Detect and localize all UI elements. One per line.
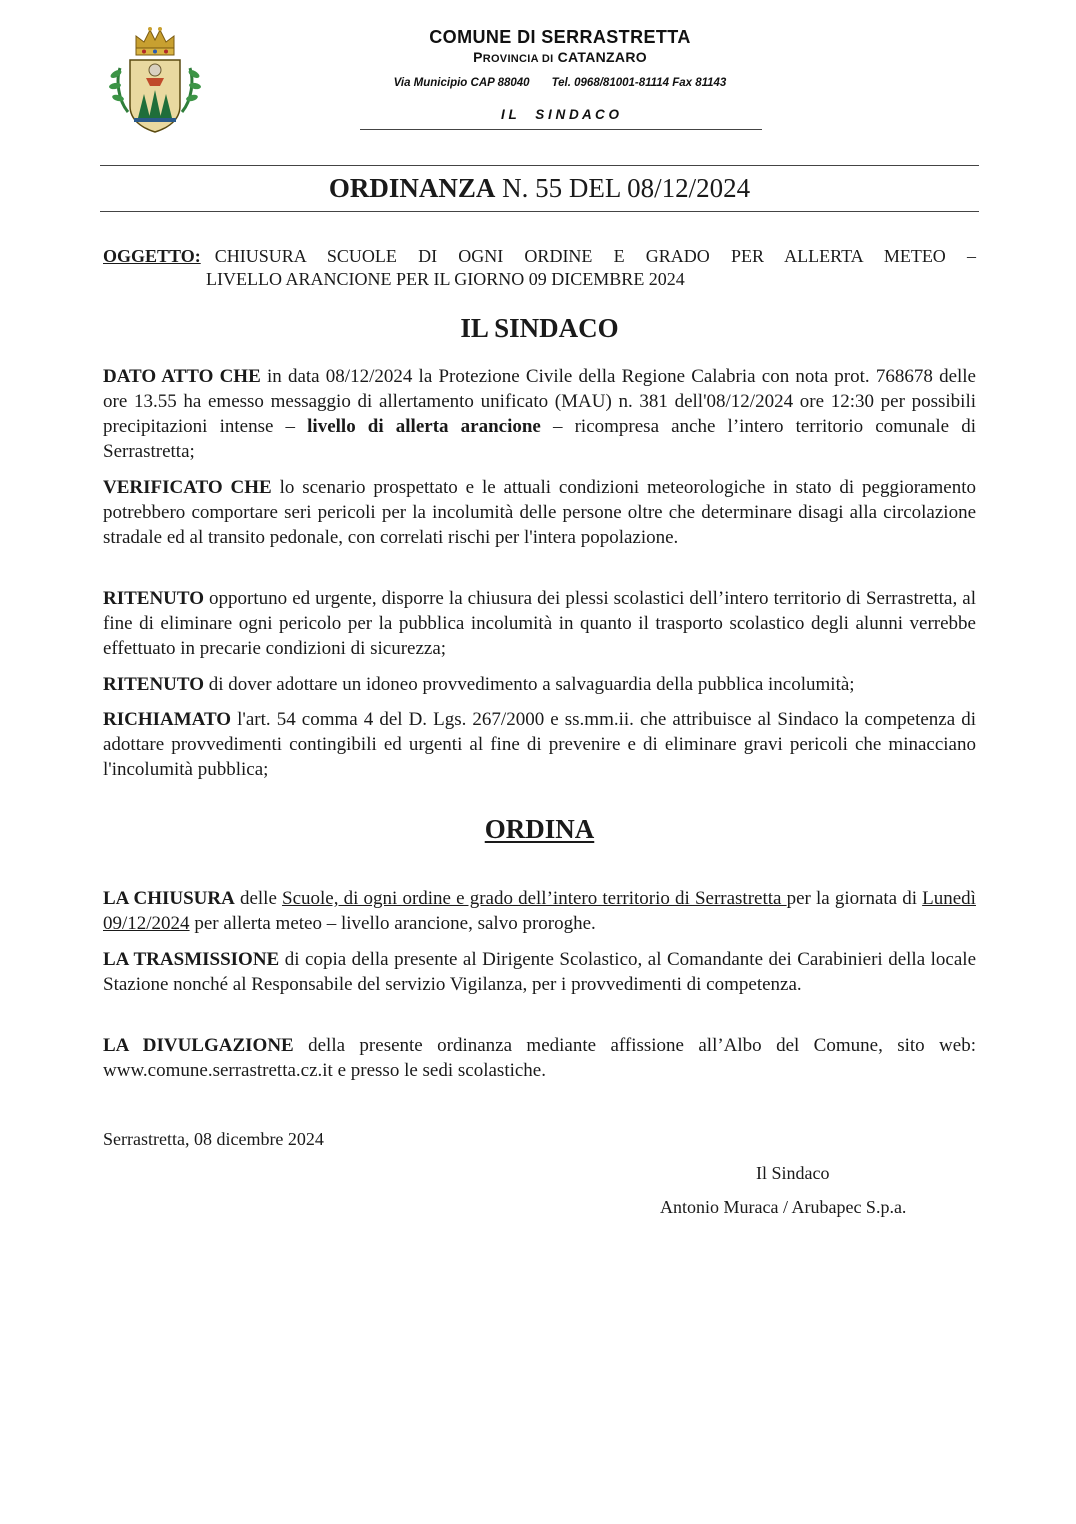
provincia-name: CATANZARO [557, 49, 647, 65]
recital-ritenuto-1 [103, 586, 976, 661]
recital-ritenuto-2 [103, 672, 976, 697]
recital-verificato [103, 475, 976, 550]
ordinance-title [100, 173, 979, 204]
order-text: delle [234, 888, 283, 909]
order-text: per allerta meteo – livello arancione, salvo proroghe. [189, 913, 596, 934]
subject-label: OGGETTO: [103, 246, 201, 266]
recital-lead: RICHIAMATO [103, 709, 232, 730]
subject-text-1: CHIUSURA SCUOLE DI OGNI ORDINE E GRADO PER ALLERTA METEO – [214, 246, 976, 266]
title-top-rule [100, 165, 979, 166]
subject-line-2: LIVELLO ARANCIONE PER IL GIORNO 09 DICEMBRE 2024 [206, 268, 685, 289]
order-schools-underlined: Scuole, di ogni ordine e grado dell’intero territorio di Serrastretta [282, 888, 787, 909]
address: Via Municipio CAP 88040 [393, 77, 530, 89]
recital-richiamato [103, 707, 976, 782]
order-lead: LA DIVULGAZIONE [103, 1035, 294, 1056]
recital-text: – ricompresa anche l’intero territorio comunale di Serrastretta; [103, 416, 976, 462]
order-lead: LA TRASMISSIONE [103, 949, 280, 970]
signatory-role: Il Sindaco [756, 1163, 830, 1183]
alert-level: livello di allerta arancione [307, 416, 541, 437]
municipal-crest-emblem [106, 20, 204, 136]
recital-lead: RITENUTO [103, 674, 205, 695]
recital-text: opportuno ed urgente, disporre la chiusura dei plessi scolastici dell’intero territorio di Serrastretta, al fine di eliminare ogni pericolo per la pubblica incolumità in quanto il trasporto scolastico degli alunni verrebbe effettuato in precarie condizioni di sicurezza; [103, 588, 976, 659]
order-text: di copia della presente al Dirigente Scolastico, al Comandante dei Carabinieri della locale Stazione nonché al Responsabile del servizio Vigilanza, per i provvedimenti di competenza. [103, 949, 977, 995]
recital-lead: VERIFICATO CHE [103, 477, 272, 498]
header-divider [360, 129, 762, 130]
ordina-heading-text: ORDINA [484, 814, 595, 844]
provincia-small: ROVINCIA DI [482, 53, 554, 65]
crown-icon [136, 27, 174, 55]
signatory-name: Antonio Muraca / Arubapec S.p.a. [660, 1197, 907, 1217]
recital-text: lo scenario prospettato e le attuali condizioni meteorologiche in stato di peggioramento potrebbero comportare seri pericoli per la incolumità delle persone oltre che determinare disagi alla circolazione stradale ed al transito pedonale, con correlati rischi per l'intera popolazione. [103, 477, 976, 548]
recital-dato-atto [103, 364, 976, 464]
ordinance-label: ORDINANZA [328, 173, 496, 203]
office-label: I L S I N D A C O [500, 107, 619, 122]
recital-text: l'art. 54 comma 4 del D. Lgs. 267/2000 e ss.mm.ii. che attribuisce al Sindaco la competenza di adottare provvedimenti contingibili ed urgenti al fine di prevenire e di eliminare gravi pericoli che minacciano l'incolumità pubblica; [103, 709, 976, 780]
order-divulgazione [103, 1033, 976, 1083]
ordina-heading [100, 814, 979, 845]
place-date: Serrastretta, 08 dicembre 2024 [103, 1129, 324, 1149]
order-chiusura [103, 886, 976, 936]
ordinance-number-date: N. 55 DEL 08/12/2024 [502, 173, 751, 203]
order-text: per la giornata di [786, 888, 923, 909]
provincia-line [340, 49, 780, 65]
phone-fax: Tel. 0968/81001-81114 Fax 81143 [551, 77, 727, 89]
order-lead: LA CHIUSURA [103, 888, 235, 909]
recital-lead: RITENUTO [103, 588, 205, 609]
subject-block [103, 245, 976, 290]
recital-lead: DATO ATTO CHE [103, 366, 261, 387]
provincia-prefix: P [473, 49, 483, 65]
sindaco-heading: IL SINDACO [460, 313, 619, 343]
recital-text: in data 08/12/2024 la Protezione Civile della Regione Calabria con nota prot. 768678 delle ore 13.55 ha emesso messaggio di allertamento unificato (MAU) n. 381 dell'08/12/2024 ore 12:30 per possibili precipitazioni intense – [103, 366, 976, 437]
comune-name: COMUNE DI SERRASTRETTA [429, 27, 691, 47]
recital-text: di dover adottare un idoneo provvedimento a salvaguardia della pubblica incolumità; [204, 674, 855, 695]
title-bottom-rule [100, 211, 979, 212]
order-trasmissione [103, 947, 976, 997]
contact-line [340, 77, 780, 89]
order-date-underlined: Lunedì 09/12/2024 [103, 888, 976, 934]
subject-line-1 [103, 245, 976, 268]
order-text: della presente ordinanza mediante affissione all’Albo del Comune, sito web: www.comune.serrastretta.cz.it e presso le sedi scolastiche. [103, 1035, 976, 1081]
